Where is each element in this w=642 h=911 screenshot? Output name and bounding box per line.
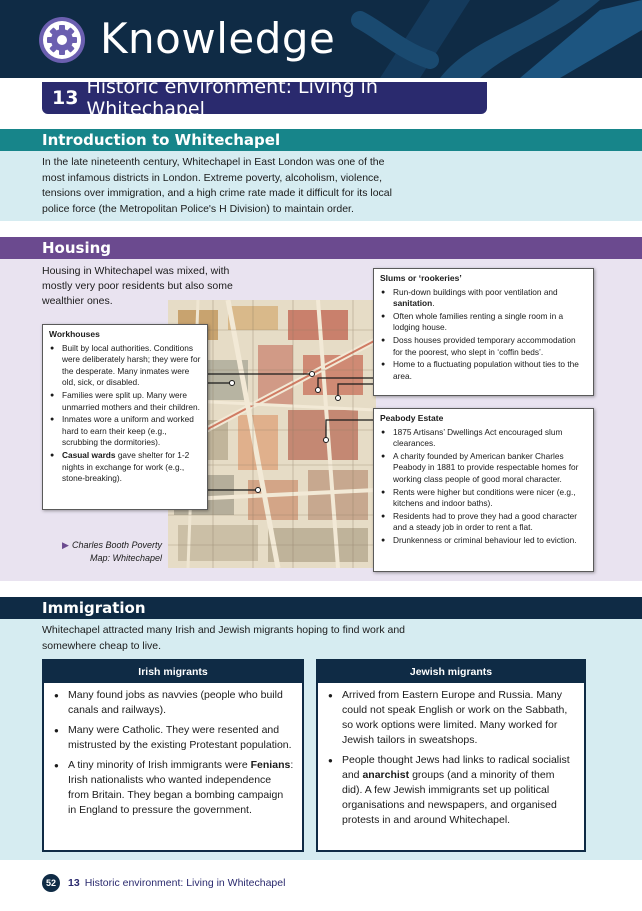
peabody-item: ● 1875 Artisans’ Dwellings Act encouraged slum clearances. (380, 427, 587, 450)
casual-wards-term: Casual wards (62, 449, 116, 460)
slums-item-text: Run-down buildings with poor ventilation and (393, 286, 558, 297)
triangle-icon: ▶ (62, 540, 69, 550)
page-number: 52 (42, 874, 60, 892)
caption-line-2: Map: Whitechapel (89, 553, 162, 563)
chapter-number: 13 (52, 87, 79, 109)
housing-text: Housing in Whitechapel was mixed, with mostly very poor residents but also some wealthier ones. (42, 265, 233, 307)
chapter-heading (42, 76, 487, 120)
irish-item-start: A tiny minority of Irish immigrants were (68, 759, 248, 771)
immigration-heading: Immigration (0, 597, 642, 619)
workhouses-item-text: gave shelter for 1-2 nights in exchange for work (e.g., stone-breaking). (62, 449, 190, 484)
slums-item: ● Often whole families renting a single room in a lodging house. (380, 311, 587, 334)
workhouses-card (42, 324, 208, 510)
workhouses-item (49, 450, 201, 485)
peabody-card (373, 408, 594, 572)
jewish-migrants-box (316, 659, 586, 852)
sanitation-term: sanitation (393, 298, 433, 309)
irish-migrants-title: Irish migrants (44, 661, 302, 683)
slums-item: ● Home to a fluctuating population without ties to the area. (380, 359, 587, 382)
footer-chapter-number: 13 (68, 877, 80, 889)
housing-heading: Housing (0, 237, 642, 259)
jewish-item-start: People thought Jews had links to radical socialist and (342, 754, 570, 781)
workhouses-item: ● Inmates wore a uniform and worked hard to earn their keep (e.g., scrubbing the dormitories). (49, 414, 201, 449)
footer-chapter-title: Historic environment: Living in Whitechapel (84, 877, 286, 889)
irish-item: ● Many found jobs as navvies (people who build canals and railways). (52, 688, 294, 718)
peabody-item: ● Drunkenness or criminal behaviour led to eviction. (380, 535, 587, 547)
workhouses-item: ● Families were split up. Many were unmarried mothers and their children. (49, 390, 201, 413)
map-caption (50, 539, 162, 565)
banner-title: Knowledge (100, 14, 336, 63)
irish-item (52, 758, 294, 818)
fenians-term: Fenians (250, 759, 291, 771)
jewish-migrants-title: Jewish migrants (318, 661, 584, 683)
peabody-title: Peabody Estate (380, 413, 444, 423)
slums-title: Slums or ‘rookeries’ (380, 273, 462, 283)
anarchist-term: anarchist (362, 769, 410, 781)
peabody-item: ● Rents were higher but conditions were nicer (e.g., kitchens and indoor baths). (380, 487, 587, 510)
irish-item: ● Many were Catholic. They were resented and mistrusted by the existing Protestant population. (52, 723, 294, 753)
chapter-title: Historic environment: Living in Whitechapel (86, 76, 378, 120)
slums-card (373, 268, 594, 396)
slums-item-end: . (432, 298, 435, 309)
workhouses-title: Workhouses (49, 329, 100, 339)
peabody-item: ● Residents had to prove they had a good character and a steady job in order to rent a flat. (380, 511, 587, 534)
jewish-item (326, 753, 576, 828)
intro-text: In the late nineteenth century, Whitechapel in East London was one of the most infamous districts in London. Extreme poverty, alcoholism, violence, tensions over immigration, and a high crime rate made it difficult for its local police force (the Metropolitan Police's H Division) to maintain order. (42, 156, 392, 215)
gear-icon (38, 16, 86, 64)
page-footer (42, 874, 285, 892)
jewish-item-end: groups (and a minority of them did). A few Jewish immigrants set up political organisations and newspapers, and organised protests in and around Whitechapel. (342, 769, 557, 826)
slums-item (380, 287, 587, 310)
header-banner (0, 0, 642, 78)
peabody-item: ● A charity founded by American banker Charles Peabody in 1881 to provide respectable homes for working class people of good moral character. (380, 451, 587, 486)
irish-item-end: : Irish nationalists who wanted independence from Britain. They began a bombing campaign in England to pressure the government. (68, 759, 294, 816)
immigration-text: Whitechapel attracted many Irish and Jewish migrants hoping to find work and somewhere cheap to live. (42, 624, 406, 652)
caption-line-1: Charles Booth Poverty (71, 540, 162, 550)
irish-migrants-box (42, 659, 304, 852)
workhouses-item: ● Built by local authorities. Conditions were deliberately harsh; they were for the desperate. Many inmates were old, sick, or disabled. (49, 343, 201, 389)
jewish-item: ● Arrived from Eastern Europe and Russia. Many could not speak English or work on the Sabbath, so work options were limited. Many worked for Jewish tailors in sweatshops. (326, 688, 576, 748)
intro-heading: Introduction to Whitechapel (0, 129, 642, 151)
slums-item: ● Doss houses provided temporary accommodation for the poorest, who slept in ‘coffin beds’. (380, 335, 587, 358)
